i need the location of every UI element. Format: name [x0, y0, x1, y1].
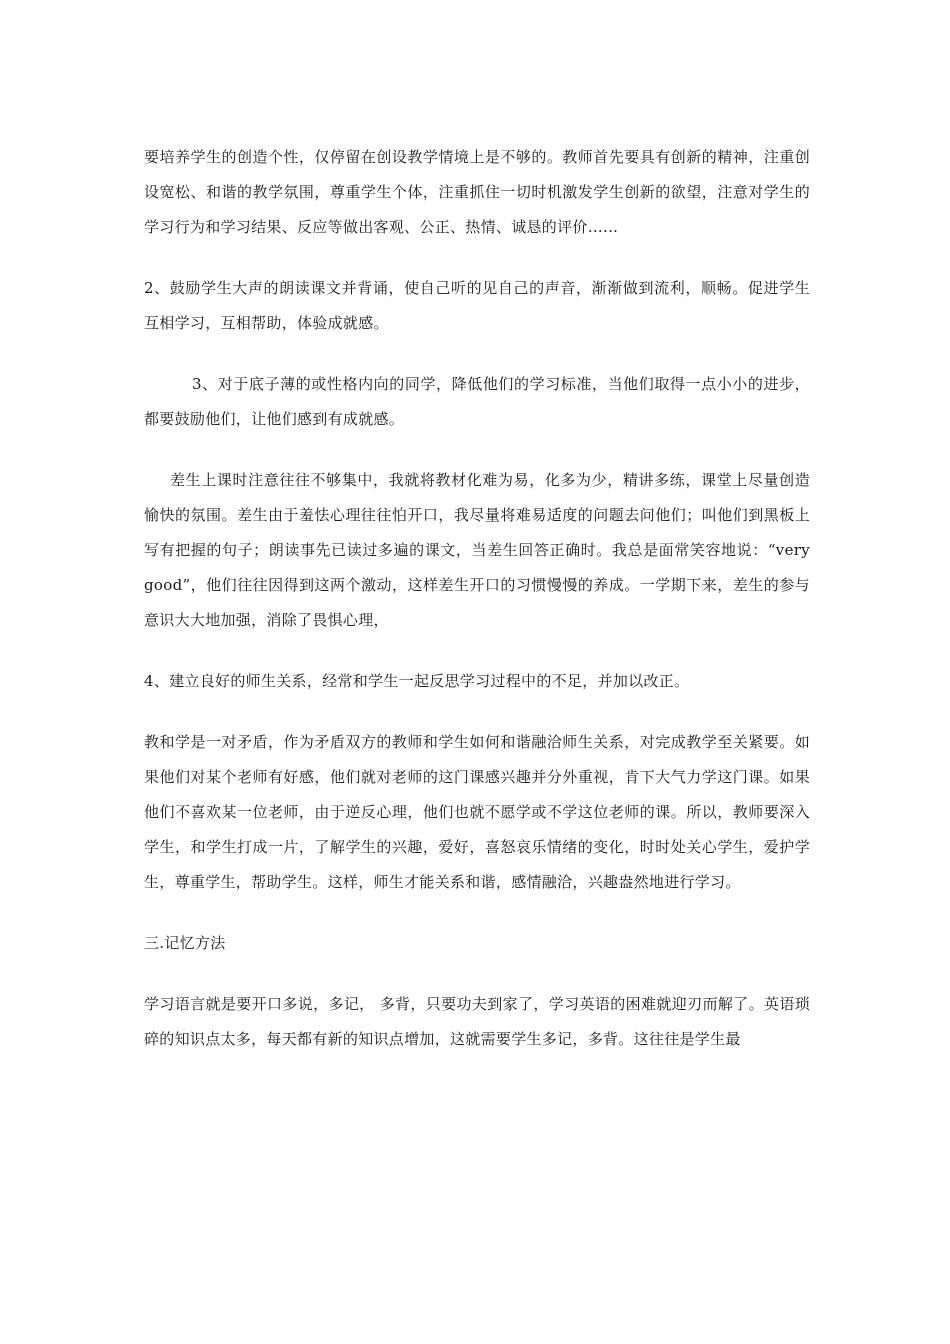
paragraph-point-3: 3、对于底子薄的或性格内向的同学，降低他们的学习标准，当他们取得一点小小的进步，都要鼓励他们，让他们感到有成就感。	[144, 375, 810, 428]
paragraph-memory-method: 学习语言就是要开口多说，多记， 多背，只要功夫到家了，学习英语的困难就迎刃而解了。英语琐碎的知识点太多，每天都有新的知识点增加，这就需要学生多记，多背。这往往是学生最	[144, 995, 810, 1048]
paragraph-weak-students: 差生上课时注意往往不够集中，我就将教材化难为易，化多为少，精讲多练，课堂上尽量创造愉快的氛围。差生由于羞怯心理往往怕开口，我尽量将难易适度的问题去问他们；叫他们到黑板上写有把握的句子；朗读事先已读过多遍的课文，当差生回答正确时。我总是面常笑容地说：“very good”，他们往往因得到这两个激动，这样差生开口的习惯慢慢的养成。一学期下来，差生的参与意识大大地加强，消除了畏惧心理，	[144, 471, 810, 629]
paragraph-point-2: 2、鼓励学生大声的朗读课文并背诵，使自己听的见自己的声音，渐渐做到流利，顺畅。促进学生互相学习，互相帮助，体验成就感。	[144, 279, 810, 332]
paragraph-creativity: 要培养学生的创造个性，仅停留在创设教学情境上是不够的。教师首先要具有创新的精神，注重创设宽松、和谐的教学氛围，尊重学生个体，注重抓住一切时机激发学生创新的欲望，注意对学生的学习行为和学习结果、反应等做出客观、公正、热情、诚恳的评价……	[144, 148, 810, 236]
paragraph-point-4: 4、建立良好的师生关系，经常和学生一起反思学习过程中的不足，并加以改正。	[144, 672, 690, 690]
section-heading-memory: 三.记忆方法	[144, 934, 226, 952]
document-page	[144, 140, 810, 1083]
paragraph-teacher-student: 教和学是一对矛盾，作为矛盾双方的教师和学生如何和谐融洽师生关系，对完成教学至关紧要。如果他们对某个老师有好感，他们就对老师的这门课感兴趣并分外重视，肯下大气力学这门课。如果他们不喜欢某一位老师，由于逆反心理，他们也就不愿学或不学这位老师的课。所以，教师要深入学生，和学生打成一片，了解学生的兴趣，爱好，喜怒哀乐情绪的变化，时时处关心学生，爱护学生，尊重学生，帮助学生。这样，师生才能关系和谐，感情融洽，兴趣盎然地进行学习。	[144, 733, 810, 891]
